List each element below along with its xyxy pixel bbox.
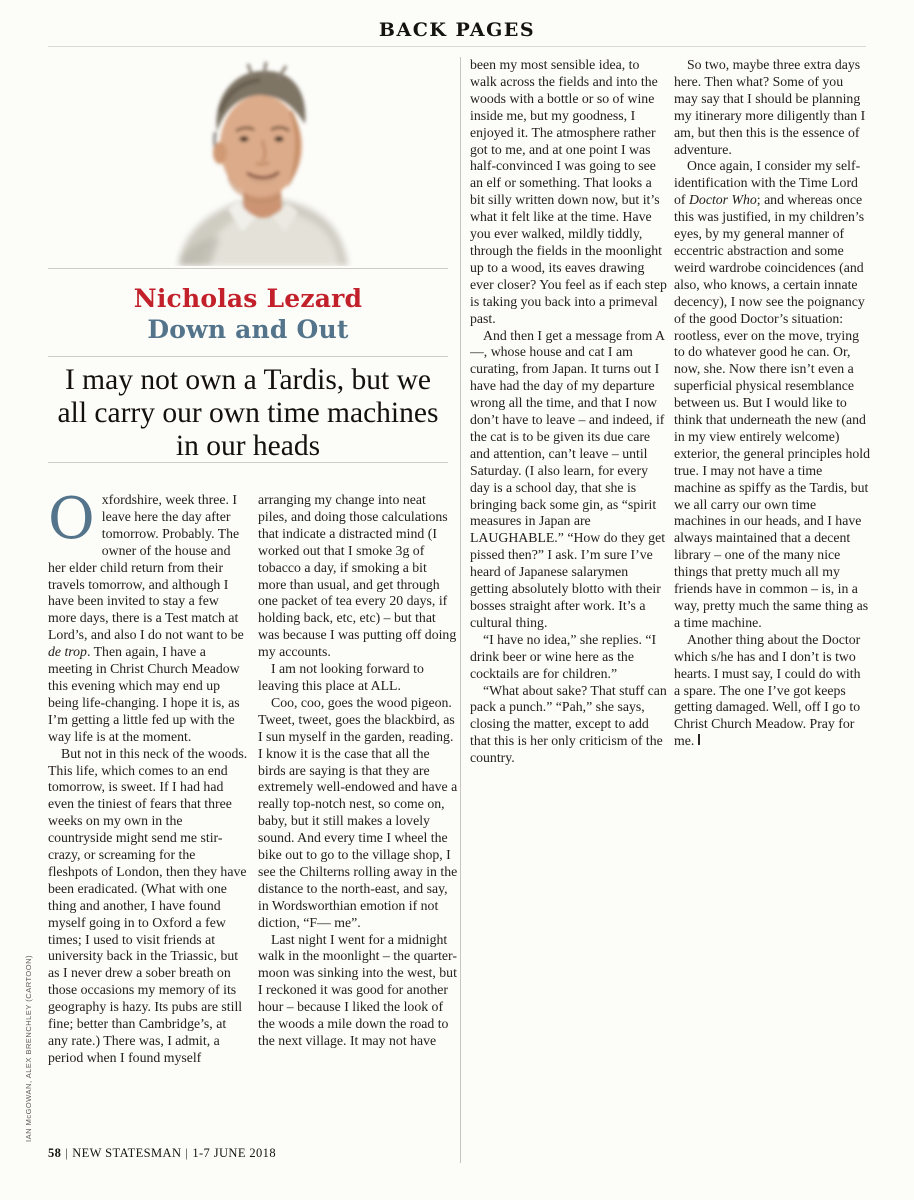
rule-above-headline	[48, 356, 448, 357]
rule-below-headline	[48, 462, 448, 463]
article-paragraph: “What about sake? That stuff can pack a punch.” “Pah,” she says, closing the matter, except to add that this is her only criticism of the country.	[470, 682, 667, 766]
page-footer	[48, 1146, 276, 1161]
article-paragraph: Another thing about the Doctor which s/he has and I don’t is two hearts. I must say, I could do with a spare. The one I’ve got keeps getting damaged. Well, off I go to Christ Church Meadow. Pray for me.	[674, 631, 861, 749]
article-paragraph: “I have no idea,” she replies. “I drink beer or wine here as the cocktails are for children.”	[470, 631, 657, 681]
issue-date: 1-7 JUNE 2018	[192, 1146, 276, 1160]
footer-separator: |	[185, 1146, 189, 1160]
article-paragraph: Last night I went for a midnight walk in the moonlight – the quarter-moon was sinking into the west, but I reckoned it was good for another hour – because I liked the look of the woods a mile down the road to the next village. It may not have	[258, 931, 457, 1048]
page-number: 58	[48, 1146, 62, 1160]
header-rule	[48, 46, 866, 47]
article-paragraph: I am not looking forward to leaving this place at ALL.	[258, 661, 424, 693]
article-headline: I may not own a Tardis, but we all carry our own time machines in our heads	[57, 364, 439, 462]
article-paragraph: Coo, coo, goes the wood pigeon. Tweet, tweet, goes the blackbird, as I sun myself in the garden, reading. I know it is the case that all the birds are saying is that they are extremely well-endowed and have a really top-notch nest, so come on, baby, but it still makes a lovely sound. And every time I wheel the bike out to go to the village shop, I see the Chilterns rolling away in the distance to the north-east, and say, in Wordsworthian emotion if not diction, “F— me”.	[258, 694, 458, 930]
article-column-3	[470, 57, 668, 809]
byline-author: Nicholas Lezard	[133, 284, 363, 313]
footer-separator: |	[65, 1146, 69, 1160]
column-divider-rule	[460, 57, 461, 1163]
watercolor-portrait	[140, 52, 382, 266]
section-header: BACK PAGES	[378, 19, 536, 41]
portrait-illustration	[140, 52, 382, 266]
article-column-1	[48, 492, 248, 1142]
drop-cap: O	[48, 492, 95, 552]
rule-under-portrait	[48, 268, 448, 269]
illustration-credit: IAN McGOWAN, ALEX BRENCHLEY (CARTOON)	[24, 954, 33, 1142]
article-paragraph: Once again, I consider my self-identification with the Time Lord of Doctor Who; and whereas once this was justified, in my children’s eyes, by my general manner of eccentric abstraction and some weird wardrobe coincidences (and also, who knows, a certain innate decency), I now see the poignancy of the good Doctor’s situation: rootless, ever on the move, trying to do whatever good he can. Or, now, she. Now there isn’t even a superficial physical resemblance between us. But I would like to think that underneath the new (and in my view entirely welcome) exterior, the general principles hold true. I may not have a time machine as spiffy as the Tardis, but we all carry our own time machines in our heads, and I have always maintained that a decent library – one of the many nice things that pretty much all my friends have in common – is, in a way, pretty much the same thing as a time machine.	[674, 158, 870, 630]
byline-column-title: Down and Out	[147, 315, 349, 344]
article-column-2	[258, 492, 458, 1142]
magazine-name: NEW STATESMAN	[72, 1146, 182, 1160]
article-paragraph: Oxfordshire, week three. I leave here the day after tomorrow. Probably. The owner of the house and her elder child return from their travels tomorrow, and although I have been invited to stay a few more days, there is a Test match at Lord’s, and also I do not want to be de trop. Then again, I have a meeting in Christ Church Meadow this evening which may end up being life-changing. I hope it is, as I’m getting a little fed up with the way life is at the moment.	[48, 492, 244, 744]
article-paragraph: But not in this neck of the woods. This life, which comes to an end tomorrow, is sweet. If I had had even the tiniest of fears that three weeks on my own in the countryside might send me stir-crazy, or screaming for the fleshpots of London, then they have been eradicated. (What with one thing and another, I have found myself going in to Oxford a few times; I used to visit friends at university back in the Triassic, but as I never drew a sober breath on those occasions my memory of its geography is hazy. Its pubs are still fine; better than Cambridge’s, at any rate.) There was, I admit, a period when I found myself	[48, 745, 248, 1065]
article-end-mark	[698, 734, 700, 745]
article-paragraph: been my most sensible idea, to walk across the fields and into the woods with a bottle or so of wine inside me, but my goodness, I enjoyed it. The atmosphere rather got to me, and at one point I was half-convinced I was going to see an elf or something. That looks a bit silly written down now, but it’s what it felt like at the time. Have you ever walked, mildly tiddly, through the fields in the moonlight up to a wood, its eaves drawing ever closer? You feel as if each step is taking you back into a primeval past.	[470, 57, 667, 326]
article-paragraph: So two, maybe three extra days here. Then what? Some of you may say that I should be planning my itinerary more diligently than I am, but then this is the essence of adventure.	[674, 57, 866, 157]
article-paragraph: And then I get a message from A—, whose house and cat I am curating, from Japan. It turns out I have had the day of my departure wrong all the time, and that I now don’t have to leave – and indeed, if the cat is to be given its due care and attention, can’t leave – until Saturday. (I also learn, for every day is a school day, that she is bringing back some gin, as “spirit measures in Japan are LAUGHABLE.” “How do they get pissed then?” I ask. I’m sure I’ve heard of Japanese salarymen getting absolutely blotto with their bosses straight after work. It’s a cultural thing.	[470, 327, 666, 630]
article-paragraph: arranging my change into neat piles, and doing those calculations that indicate a distracted mind (I worked out that I smoke 3g of tobacco a day, if smoking a bit more than usual, and get through one packet of tea every 20 days, if holding back, etc, etc) – but that was because I was putting off doing my accounts.	[258, 492, 457, 660]
article-column-4	[674, 57, 870, 819]
